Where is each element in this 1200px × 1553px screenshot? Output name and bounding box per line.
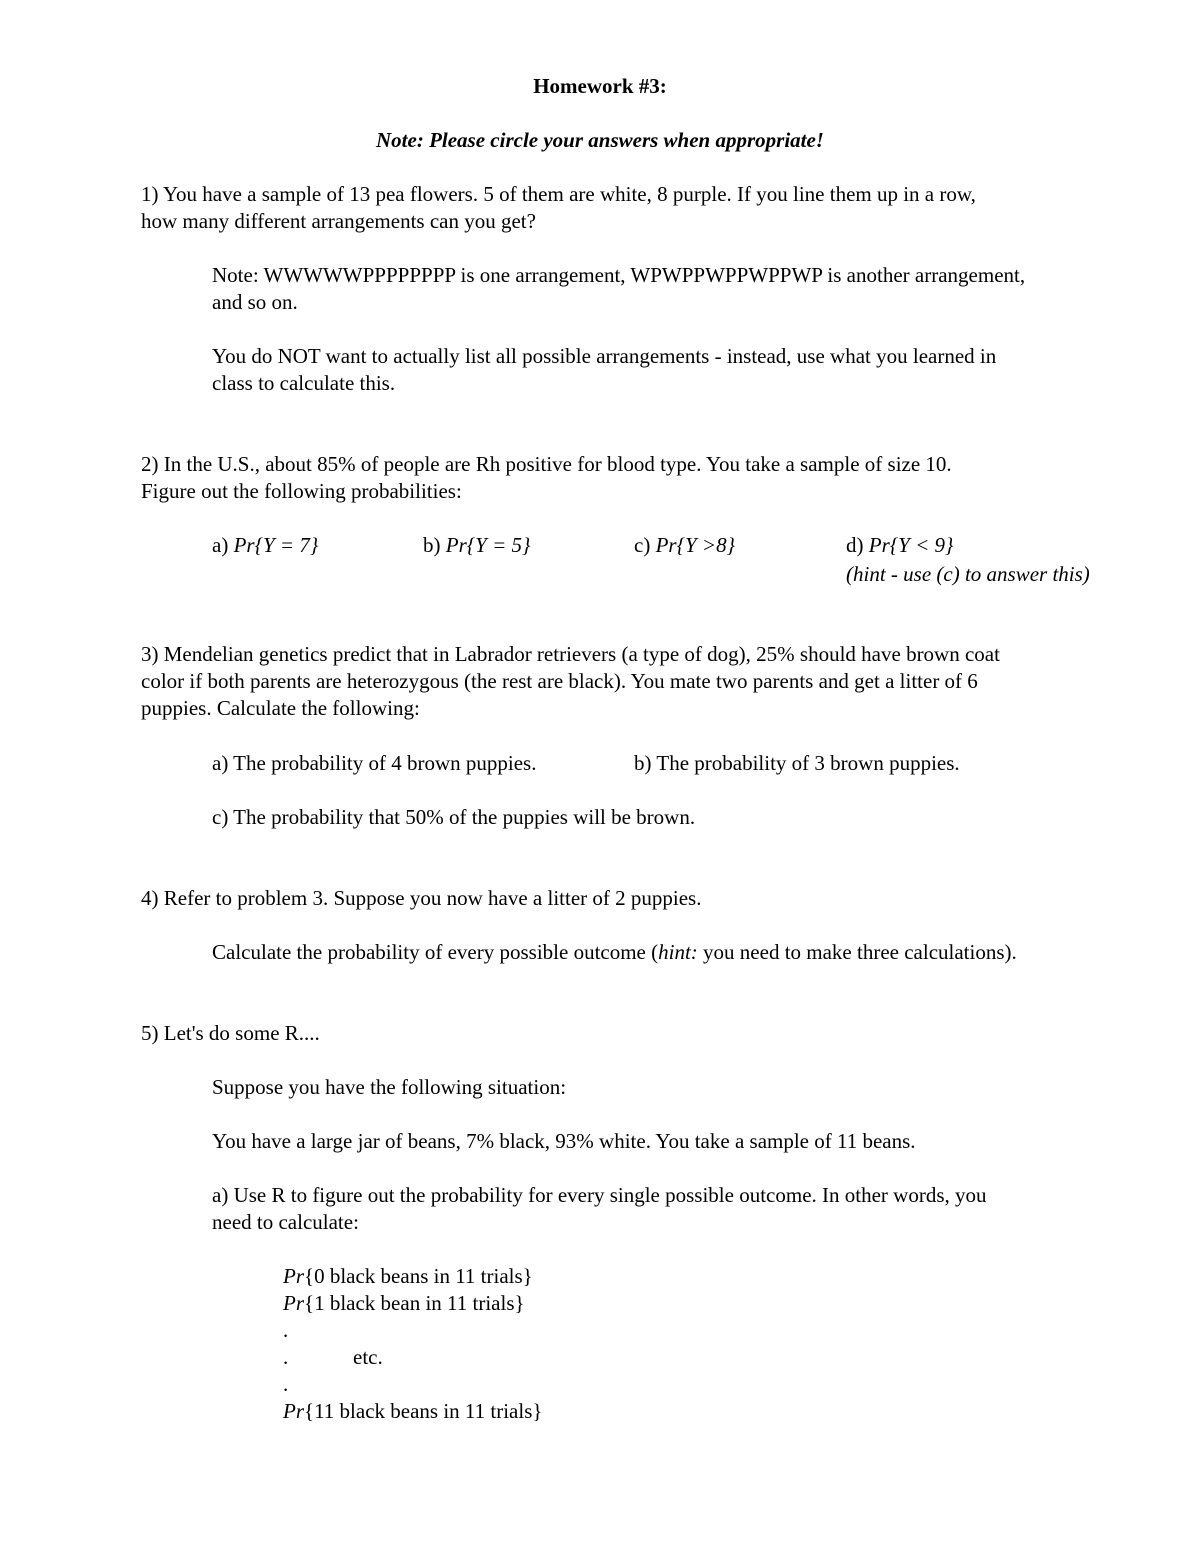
q5-part-a-line1: a) Use R to figure out the probability for every single possible outcome. In other words, you <box>212 1183 987 1207</box>
q1-note-line1: Note: WWWWWPPPPPPPP is one arrangement, WPWPPWPPWPPWP is another arrangement, <box>212 263 1026 287</box>
q4-calc-pre: Calculate the probability of every possible outcome ( <box>212 940 659 964</box>
q4-calc-post: you need to make three calculations). <box>697 940 1017 964</box>
q5-situation: Suppose you have the following situation: <box>212 1075 567 1099</box>
q2-part-d-expr: Pr{Y < 9} <box>868 533 954 557</box>
q2-part-a-label: a) <box>212 533 234 557</box>
ellipsis-dot-1: . <box>283 1318 289 1342</box>
instruction-note: Note: Please circle your answers when appropriate! <box>376 128 824 152</box>
q3-part-c: c) The probability that 50% of the puppies will be brown. <box>212 805 696 829</box>
q2-part-c-label: c) <box>634 533 656 557</box>
q5-text: 5) Let's do some R.... <box>141 1021 320 1045</box>
pr-1-expr: {1 black bean in 11 trials} <box>304 1291 525 1315</box>
q5-pr-0 <box>283 1263 533 1290</box>
q5-pr-11 <box>283 1398 542 1425</box>
q5-jar: You have a large jar of beans, 7% black, 93% white. You take a sample of 11 beans. <box>212 1129 916 1153</box>
q3-text-line1: 3) Mendelian genetics predict that in Labrador retrievers (a type of dog), 25% should have brown coat <box>141 642 1000 666</box>
q3-part-a: a) The probability of 4 brown puppies. <box>212 751 537 775</box>
q4-calc-hint: hint: <box>658 940 698 964</box>
q1-advice-line2: class to calculate this. <box>212 371 396 395</box>
pr-symbol: Pr <box>283 1291 304 1315</box>
pr-symbol: Pr <box>283 1264 304 1288</box>
q2-part-c-expr: Pr{Y >8} <box>655 533 735 557</box>
q2-part-b-expr: Pr{Y = 5} <box>445 533 531 557</box>
q4-text: 4) Refer to problem 3. Suppose you now have a litter of 2 puppies. <box>141 886 702 910</box>
q3-part-b: b) The probability of 3 brown puppies. <box>634 751 960 775</box>
q1-text-line2: how many different arrangements can you get? <box>141 209 536 233</box>
ellipsis-dot-3: . <box>283 1372 289 1396</box>
q4-calc <box>212 939 1017 966</box>
q3-text-line2: color if both parents are heterozygous (the rest are black). You mate two parents and get a litter of 6 <box>141 669 978 693</box>
q1-note-line2: and so on. <box>212 290 298 314</box>
q5-part-a-line2: need to calculate: <box>212 1210 359 1234</box>
q2-part-d-label: d) <box>846 533 869 557</box>
q2-part-d-hint: (hint - use (c) to answer this) <box>846 562 1090 586</box>
q1-text-line1: 1) You have a sample of 13 pea flowers. 5 of them are white, 8 purple. If you line them up in a row, <box>141 182 976 206</box>
q5-pr-1 <box>283 1290 525 1317</box>
q2-part-b <box>423 532 530 559</box>
q2-part-a-expr: Pr{Y = 7} <box>233 533 319 557</box>
ellipsis-dot-2: . <box>283 1345 289 1369</box>
q3-text-line3: puppies. Calculate the following: <box>141 696 420 720</box>
q1-advice-line1: You do NOT want to actually list all possible arrangements - instead, use what you learned in <box>212 344 997 368</box>
q2-text-line2: Figure out the following probabilities: <box>141 479 462 503</box>
q2-part-d <box>846 532 953 559</box>
pr-symbol: Pr <box>283 1399 304 1423</box>
pr-0-expr: {0 black beans in 11 trials} <box>304 1264 533 1288</box>
q2-part-b-label: b) <box>423 533 446 557</box>
q2-part-a <box>212 532 318 559</box>
pr-11-expr: {11 black beans in 11 trials} <box>304 1399 543 1423</box>
q2-text-line1: 2) In the U.S., about 85% of people are Rh positive for blood type. You take a sample of size 10. <box>141 452 952 476</box>
page-title: Homework #3: <box>533 74 667 98</box>
q2-part-c <box>634 532 735 559</box>
etc-text: etc. <box>353 1345 383 1369</box>
